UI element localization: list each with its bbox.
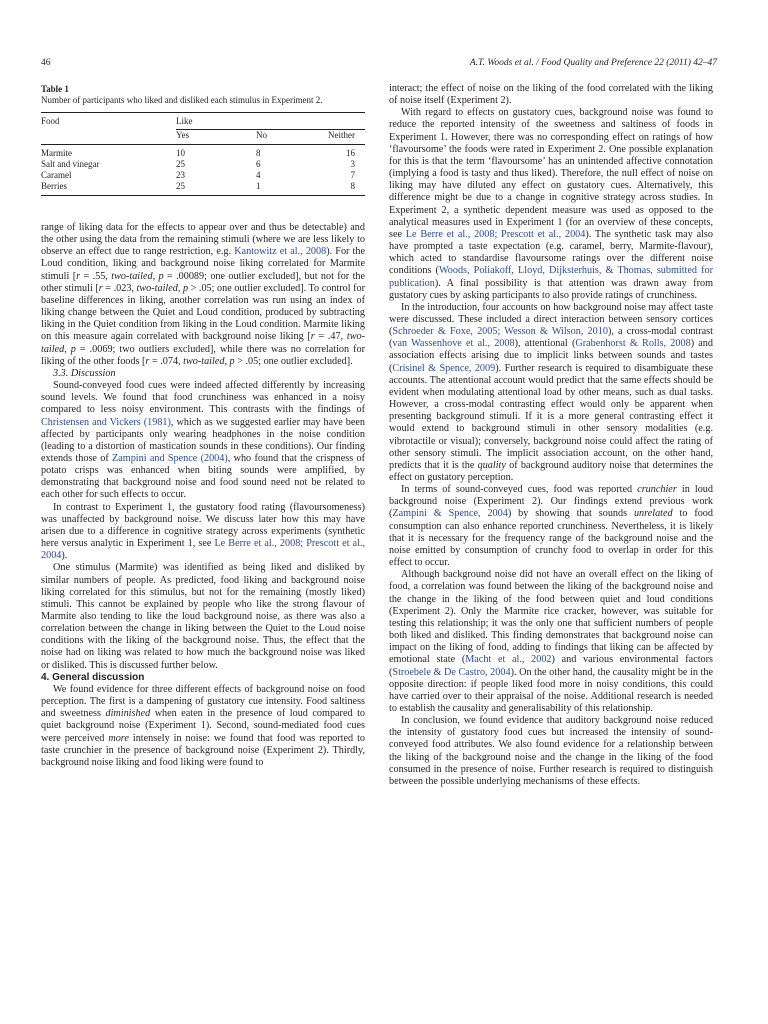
citation-link[interactable]: Woods, Poliakoff, Lloyd, Dijksterhuis, & Thomas, submitted for publication <box>389 265 713 289</box>
paragraph-gustatory: With regard to effects on gustatory cues, background noise was found to reduce the reported intensity of the sweetness and saltiness of foods in Experiment 1. However, there was no corresponding effect on ratings of how ‘flavoursome’ the foods were rated in Experiment 2. One possible explanation for this is that the term ‘flavoursome’ has an unintended affective connotation (implying a food is tasty and thus liked). Therefore, the null effect of noise on liking may have diluted any effect on gustatory cues. Alternatively, this difference might be due to a change in cognitive strategy across studies. In Experiment 2, a synthetic dependent measure was used as opposed to the analytical measures used in Experiment 1 (for an overview of these concepts, see Le Berre et al., 2008; Prescott et al., 2004). The synthetic task may also have prompted a taste expectation (e.g. caramel, berry, Marmite-flavour), which acted to standardise flavoursome ratings over the different noise conditions (Woods, Poliakoff, Lloyd, Dijksterhuis, & Thomas, submitted for publication). A final possibility is that attention was drawn away from gustatory cues by asking participants to also provide ratings of crunchiness. <box>389 107 713 301</box>
cell-yes: 10 <box>176 148 185 158</box>
paragraph-general-1: We found evidence for three different effects of background noise on food perception. The first is a dampening of gustatory cue intensity. Food saltiness and sweetness diminished when eaten in the presence of loud compared to quiet background noise (Experiment 1). Second, sound-mediated food cues were perceived more intensely in noise: we found that food was reported to taste crunchier in the presence of background noise (Experiment 2). Thirdly, background noise liking and food liking were found to <box>41 683 366 768</box>
page-number: 46 <box>41 58 51 68</box>
cell-food: Berries <box>41 181 176 196</box>
cell-yes: 23 <box>176 170 185 180</box>
table-subheader-row <box>41 130 365 145</box>
cell-neither: 3 <box>350 159 355 169</box>
cell-no: 4 <box>256 170 261 180</box>
paragraph-discussion-3: One stimulus (Marmite) was identified as being liked and disliked by similar numbers of people. As predicted, food liking and background noise liking correlated for this stimulus, but not for the remaining (mostly liked) stimuli. This cannot be explained by people who like the strong flavour of Marmite also tending to like the loud background noise, as there was also a correlation between the change in liking between the Quiet to the Loud noise conditions with the liking of the background noise. Thus, the effect that the noise had on liking was related to how much the background noise was liked or disliked. This is discussed further below. <box>41 562 365 671</box>
col-header-food: Food <box>41 113 176 130</box>
col-header-like <box>176 113 365 130</box>
table-1 <box>41 84 365 196</box>
cell-no: 1 <box>256 181 328 196</box>
citation-link[interactable]: Stroebele & De Castro, 2004 <box>392 666 511 678</box>
citation-link[interactable]: Le Berre et al., 2008; Prescott et al., 2004 <box>405 228 586 240</box>
running-header <box>41 58 726 72</box>
cell-neither: 8 <box>328 181 365 196</box>
citation-link[interactable]: Macht et al., 2002 <box>465 654 552 666</box>
cell-neither: 7 <box>350 170 355 180</box>
citation-link[interactable]: Zampini and Spence (2004) <box>112 452 228 464</box>
paragraph-continued: interact; the effect of noise on the liking of the food correlated with the liking of noise itself (Experiment 2). <box>389 83 713 107</box>
paragraph-results: range of liking data for the effects to appear over and thus be detectable) and the other using the data from the remaining stimuli (where we are less likely to observe an effect due to range restriction, e.g. Kantowitz et al., 2008). For the Loud condition, liking and background noise liking correlated for Marmite stimuli [r = .55, two-tailed, p = .00089; one outlier excluded], but not for the other stimuli [r = .023, two-tailed, p > .05; one outlier excluded]. To control for baseline differences in liking, another correlation was run using an index of liking change between the Quiet and Loud condition, produced by subtracting liking in the Quiet condition from liking in the Loud condition. Marmite liking on this measure again correlated with background noise liking [r = .47, two-tailed, p = .0069; two outliers excluded], while there was no correlation for liking of the other foods [r = .074, two-tailed, p > .05; one outlier excluded]. <box>41 222 366 367</box>
table-title: Table 1 <box>41 84 69 94</box>
citation-link[interactable]: Le Berre et al., 2008; Prescott et al., 2004 <box>41 538 365 562</box>
table-row <box>41 159 365 170</box>
citation-link[interactable]: Kantowitz et al., 2008 <box>234 246 327 258</box>
left-column <box>41 222 365 769</box>
citation-link[interactable]: Grabenhorst & Rolls, 2008 <box>575 338 691 350</box>
table-row <box>41 181 365 196</box>
cell-food: Marmite <box>41 148 72 158</box>
cell-yes: 25 <box>176 181 256 196</box>
paragraph-liking: Although background noise did not have an overall effect on the liking of food, a correlation was found between the liking of the background noise and the change in the liking of the food between quiet and loud conditions (Experiment 2). Only the Marmite rice cracker, however, was suitable for testing this relationship; it was the only one that sufficient numbers of people both liked and disliked. This finding demonstrates that background noise can impact on the liking of food, adding to findings that liking can be affected by emotional state (Macht et al., 2002) and various environmental factors (Stroebele & De Castro, 2004). On the other hand, the causality might be in the opposite direction: if people liked food more in noisy conditions, this could have carried over to their appraisal of the noise. Additional research is needed to establish the causality and generalisability of this relationship. <box>389 569 713 714</box>
col-header-neither: Neither <box>328 130 365 145</box>
section-heading-discussion: 3.3. Discussion <box>53 367 116 379</box>
table-caption: Number of participants who liked and disliked each stimulus in Experiment 2. <box>41 95 323 105</box>
section-heading-general-discussion: 4. General discussion <box>41 671 145 683</box>
paragraph-discussion-1: Sound-conveyed food cues were indeed affected differently by increasing sound levels. We found that food crunchiness was enhanced in a noisy compared to less noisy environment. This contrasts with the findings of Christensen and Vickers (1981), which as we suggested earlier may have been affected by participants only wearing headphones in the noise condition (leading to a distortion of mastication sounds in these conditions). Our finding extends those of Zampini and Spence (2004), who found that the crispness of potato crisps was enhanced when biting sounds were amplified, by demonstrating that background noise and food sound need not be related to each other for such effects to occur. <box>41 380 366 501</box>
col-header-no: No <box>256 130 328 145</box>
paragraph-conclusion: In conclusion, we found evidence that auditory background noise reduced the intensity of gustatory food cues but increased the intensity of sound-conveyed food attributes. We also found evidence for a relationship between the liking of the background noise and the change in the liking of the food consumed in the presence of noise. Further research is required to distinguish between the possible underlying mechanisms of these effects. <box>389 715 713 787</box>
citation-link[interactable]: Crisinel & Spence, 2009 <box>392 362 496 374</box>
citation-link[interactable]: van Wassenhove et al., 2008 <box>392 338 515 350</box>
table-row <box>41 170 365 181</box>
cell-food: Caramel <box>41 170 72 180</box>
table-header-row <box>41 113 365 130</box>
right-column <box>389 83 713 788</box>
cell-neither: 16 <box>346 148 355 158</box>
paragraph-accounts: In the introduction, four accounts on how background noise may affect taste were discussed. These included a direct interaction between sensory cortices (Schroeder & Foxe, 2005; Wesson & Wilson, 2010), a cross-modal contrast (van Wassenhove et al., 2008), attentional (Grabenhorst & Rolls, 2008) and association effects arising due to implicit links between sounds and tastes (Crisinel & Spence, 2009). Further research is required to disambiguate these accounts. The attentional account would predict that the same effects should be evident when modulating attentional load by other means, such as dual tasks. However, a cross-modal contrasting effect would only be apparent when presenting background stimuli. If it is a more general contrasting effect it would extend to background stimuli in other sensory modalities (e.g. vibrotactile or visual); conversely, background noise could affect the rating of other sensory stimuli. The implicit association account, on the other hand, predicts that it is the quality of background auditory noise that determines the effect on gustatory perception. <box>389 301 713 483</box>
running-head: A.T. Woods et al. / Food Quality and Preference 22 (2011) 42–47 <box>469 58 717 68</box>
citation-link[interactable]: Zampini & Spence, 2004 <box>392 508 508 520</box>
citation-link[interactable]: Schroeder & Foxe, 2005; Wesson & Wilson, 2010 <box>392 326 608 338</box>
citation-link[interactable]: Christensen and Vickers (1981) <box>41 416 171 428</box>
col-header-like-label: Like <box>176 116 193 126</box>
paragraph-discussion-2: In contrast to Experiment 1, the gustatory food rating (flavoursomeness) was unaffected by background noise. We discuss later how this may have arisen due to a difference in cognitive strategy across experiments (synthetic here versus analytic in Experiment 1, see Le Berre et al., 2008; Prescott et al., 2004). <box>41 501 365 562</box>
paragraph-sound-cues: In terms of sound-conveyed cues, food was reported crunchier in loud background noise (Experiment 2). Our findings extend previous work (Zampini & Spence, 2004) by showing that sounds unrelated to food consumption can also enhance reported crunchiness. Nevertheless, it is likely that it is necessary for the frequency range of the background noise and the noise emitted by consumption of crunchy food to overlap in order for this effect to occur. <box>389 484 713 569</box>
table-row <box>41 145 365 160</box>
cell-no: 6 <box>256 159 261 169</box>
cell-yes: 25 <box>176 159 185 169</box>
cell-no: 8 <box>256 148 261 158</box>
col-header-yes: Yes <box>176 130 256 145</box>
table-grid <box>41 112 365 196</box>
cell-food: Salt and vinegar <box>41 159 100 169</box>
